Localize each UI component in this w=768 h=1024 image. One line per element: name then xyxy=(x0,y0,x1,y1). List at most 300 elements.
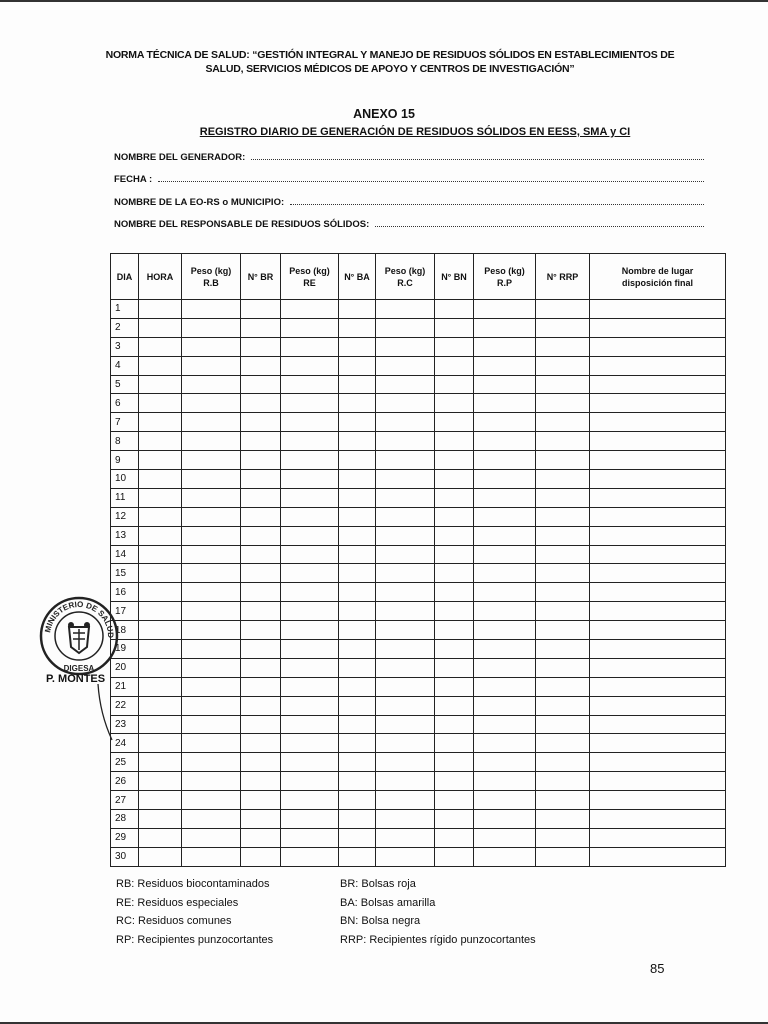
table-cell[interactable] xyxy=(281,734,339,753)
table-cell[interactable] xyxy=(182,432,241,451)
table-cell[interactable] xyxy=(376,318,435,337)
table-cell[interactable] xyxy=(241,507,281,526)
table-cell[interactable] xyxy=(339,488,376,507)
table-cell[interactable] xyxy=(474,300,536,319)
table-cell[interactable] xyxy=(182,413,241,432)
table-cell[interactable] xyxy=(376,545,435,564)
table-cell[interactable] xyxy=(281,432,339,451)
table-cell[interactable] xyxy=(182,394,241,413)
table-cell[interactable] xyxy=(376,470,435,489)
table-cell[interactable] xyxy=(474,810,536,829)
table-cell[interactable] xyxy=(241,640,281,659)
table-cell[interactable] xyxy=(435,621,474,640)
field-generator[interactable] xyxy=(114,149,704,163)
table-cell[interactable] xyxy=(339,413,376,432)
table-cell[interactable] xyxy=(139,300,182,319)
table-cell[interactable] xyxy=(139,526,182,545)
table-cell[interactable] xyxy=(536,451,590,470)
table-cell[interactable] xyxy=(139,810,182,829)
table-cell[interactable] xyxy=(590,715,726,734)
table-cell[interactable] xyxy=(281,545,339,564)
table-cell[interactable] xyxy=(281,583,339,602)
table-cell[interactable] xyxy=(281,828,339,847)
table-cell[interactable] xyxy=(435,394,474,413)
table-cell[interactable] xyxy=(376,564,435,583)
table-cell[interactable] xyxy=(281,564,339,583)
table-cell[interactable] xyxy=(474,677,536,696)
table-cell[interactable] xyxy=(435,451,474,470)
table-cell[interactable] xyxy=(435,583,474,602)
table-cell[interactable] xyxy=(281,621,339,640)
table-cell[interactable] xyxy=(536,734,590,753)
table-cell[interactable] xyxy=(376,526,435,545)
table-cell[interactable] xyxy=(182,621,241,640)
table-cell[interactable] xyxy=(474,356,536,375)
table-cell[interactable] xyxy=(241,356,281,375)
table-cell[interactable] xyxy=(182,356,241,375)
table-cell[interactable] xyxy=(590,375,726,394)
table-cell[interactable] xyxy=(376,696,435,715)
table-cell[interactable] xyxy=(139,337,182,356)
table-cell[interactable] xyxy=(281,375,339,394)
table-cell[interactable] xyxy=(139,318,182,337)
table-cell[interactable] xyxy=(281,677,339,696)
table-cell[interactable] xyxy=(241,753,281,772)
table-cell[interactable] xyxy=(182,658,241,677)
table-cell[interactable] xyxy=(182,810,241,829)
table-cell[interactable] xyxy=(241,432,281,451)
table-cell[interactable] xyxy=(474,470,536,489)
table-cell[interactable] xyxy=(182,791,241,810)
table-cell[interactable] xyxy=(182,545,241,564)
table-cell[interactable] xyxy=(536,394,590,413)
table-cell[interactable] xyxy=(339,791,376,810)
table-cell[interactable] xyxy=(281,810,339,829)
table-cell[interactable] xyxy=(435,715,474,734)
table-cell[interactable] xyxy=(139,564,182,583)
table-cell[interactable] xyxy=(590,526,726,545)
table-cell[interactable] xyxy=(339,753,376,772)
table-cell[interactable] xyxy=(281,526,339,545)
table-cell[interactable] xyxy=(474,375,536,394)
table-cell[interactable] xyxy=(536,300,590,319)
table-cell[interactable] xyxy=(339,375,376,394)
table-cell[interactable] xyxy=(590,772,726,791)
table-cell[interactable] xyxy=(435,677,474,696)
table-cell[interactable] xyxy=(281,470,339,489)
table-cell[interactable] xyxy=(139,394,182,413)
table-cell[interactable] xyxy=(435,356,474,375)
table-cell[interactable] xyxy=(435,300,474,319)
table-cell[interactable] xyxy=(474,337,536,356)
table-cell[interactable] xyxy=(139,753,182,772)
table-cell[interactable] xyxy=(474,791,536,810)
table-cell[interactable] xyxy=(139,583,182,602)
table-cell[interactable] xyxy=(376,621,435,640)
table-cell[interactable] xyxy=(241,375,281,394)
table-cell[interactable] xyxy=(182,526,241,545)
table-cell[interactable] xyxy=(590,337,726,356)
table-cell[interactable] xyxy=(435,640,474,659)
table-cell[interactable] xyxy=(182,451,241,470)
table-cell[interactable] xyxy=(139,715,182,734)
field-eors[interactable] xyxy=(114,194,704,208)
table-cell[interactable] xyxy=(536,753,590,772)
table-cell[interactable] xyxy=(182,677,241,696)
table-cell[interactable] xyxy=(182,828,241,847)
table-cell[interactable] xyxy=(139,432,182,451)
table-cell[interactable] xyxy=(536,375,590,394)
table-cell[interactable] xyxy=(339,356,376,375)
table-cell[interactable] xyxy=(435,337,474,356)
table-cell[interactable] xyxy=(182,564,241,583)
table-cell[interactable] xyxy=(281,772,339,791)
table-cell[interactable] xyxy=(376,337,435,356)
table-cell[interactable] xyxy=(474,432,536,451)
table-cell[interactable] xyxy=(376,753,435,772)
table-cell[interactable] xyxy=(241,828,281,847)
table-cell[interactable] xyxy=(139,621,182,640)
table-cell[interactable] xyxy=(536,564,590,583)
table-cell[interactable] xyxy=(590,734,726,753)
table-cell[interactable] xyxy=(139,413,182,432)
table-cell[interactable] xyxy=(474,564,536,583)
table-cell[interactable] xyxy=(139,772,182,791)
table-cell[interactable] xyxy=(182,640,241,659)
table-cell[interactable] xyxy=(241,791,281,810)
table-cell[interactable] xyxy=(435,847,474,866)
table-cell[interactable] xyxy=(536,413,590,432)
field-date[interactable] xyxy=(114,171,704,185)
table-cell[interactable] xyxy=(339,507,376,526)
table-cell[interactable] xyxy=(536,791,590,810)
table-cell[interactable] xyxy=(590,488,726,507)
table-cell[interactable] xyxy=(435,318,474,337)
table-cell[interactable] xyxy=(281,715,339,734)
table-cell[interactable] xyxy=(139,488,182,507)
table-cell[interactable] xyxy=(182,847,241,866)
table-cell[interactable] xyxy=(474,753,536,772)
table-cell[interactable] xyxy=(281,356,339,375)
table-cell[interactable] xyxy=(182,583,241,602)
table-cell[interactable] xyxy=(536,432,590,451)
table-cell[interactable] xyxy=(536,356,590,375)
table-cell[interactable] xyxy=(182,602,241,621)
table-cell[interactable] xyxy=(376,413,435,432)
table-cell[interactable] xyxy=(435,432,474,451)
table-cell[interactable] xyxy=(376,583,435,602)
table-cell[interactable] xyxy=(536,696,590,715)
table-cell[interactable] xyxy=(590,753,726,772)
table-cell[interactable] xyxy=(536,602,590,621)
table-cell[interactable] xyxy=(182,337,241,356)
table-cell[interactable] xyxy=(281,318,339,337)
table-cell[interactable] xyxy=(281,413,339,432)
table-cell[interactable] xyxy=(339,394,376,413)
table-cell[interactable] xyxy=(590,696,726,715)
table-cell[interactable] xyxy=(376,772,435,791)
table-cell[interactable] xyxy=(241,658,281,677)
table-cell[interactable] xyxy=(281,394,339,413)
table-cell[interactable] xyxy=(182,715,241,734)
table-cell[interactable] xyxy=(435,753,474,772)
table-cell[interactable] xyxy=(536,658,590,677)
table-cell[interactable] xyxy=(435,526,474,545)
table-cell[interactable] xyxy=(339,318,376,337)
table-cell[interactable] xyxy=(281,753,339,772)
table-cell[interactable] xyxy=(241,318,281,337)
table-cell[interactable] xyxy=(536,621,590,640)
table-cell[interactable] xyxy=(339,300,376,319)
table-cell[interactable] xyxy=(139,658,182,677)
table-cell[interactable] xyxy=(536,810,590,829)
table-cell[interactable] xyxy=(182,470,241,489)
table-cell[interactable] xyxy=(376,507,435,526)
table-cell[interactable] xyxy=(241,810,281,829)
table-cell[interactable] xyxy=(339,715,376,734)
table-cell[interactable] xyxy=(376,734,435,753)
table-cell[interactable] xyxy=(474,696,536,715)
table-cell[interactable] xyxy=(474,507,536,526)
table-cell[interactable] xyxy=(474,583,536,602)
table-cell[interactable] xyxy=(182,318,241,337)
table-cell[interactable] xyxy=(339,564,376,583)
table-cell[interactable] xyxy=(536,715,590,734)
table-cell[interactable] xyxy=(536,488,590,507)
table-cell[interactable] xyxy=(139,847,182,866)
table-cell[interactable] xyxy=(435,810,474,829)
table-cell[interactable] xyxy=(474,640,536,659)
table-cell[interactable] xyxy=(435,488,474,507)
table-cell[interactable] xyxy=(474,828,536,847)
table-cell[interactable] xyxy=(241,337,281,356)
table-cell[interactable] xyxy=(339,828,376,847)
table-cell[interactable] xyxy=(339,470,376,489)
table-cell[interactable] xyxy=(281,337,339,356)
table-cell[interactable] xyxy=(474,658,536,677)
table-cell[interactable] xyxy=(139,828,182,847)
table-cell[interactable] xyxy=(241,602,281,621)
table-cell[interactable] xyxy=(536,545,590,564)
table-cell[interactable] xyxy=(474,526,536,545)
table-cell[interactable] xyxy=(435,507,474,526)
table-cell[interactable] xyxy=(590,394,726,413)
table-cell[interactable] xyxy=(376,677,435,696)
table-cell[interactable] xyxy=(281,488,339,507)
table-cell[interactable] xyxy=(435,564,474,583)
table-cell[interactable] xyxy=(241,696,281,715)
table-cell[interactable] xyxy=(536,318,590,337)
table-cell[interactable] xyxy=(474,772,536,791)
table-cell[interactable] xyxy=(281,640,339,659)
table-cell[interactable] xyxy=(474,715,536,734)
table-cell[interactable] xyxy=(182,753,241,772)
table-cell[interactable] xyxy=(241,715,281,734)
table-cell[interactable] xyxy=(139,640,182,659)
table-cell[interactable] xyxy=(339,810,376,829)
table-cell[interactable] xyxy=(339,734,376,753)
table-cell[interactable] xyxy=(376,375,435,394)
table-cell[interactable] xyxy=(590,828,726,847)
table-cell[interactable] xyxy=(435,791,474,810)
table-cell[interactable] xyxy=(241,583,281,602)
table-cell[interactable] xyxy=(435,658,474,677)
table-cell[interactable] xyxy=(474,394,536,413)
table-cell[interactable] xyxy=(339,583,376,602)
table-cell[interactable] xyxy=(435,413,474,432)
table-cell[interactable] xyxy=(536,640,590,659)
table-cell[interactable] xyxy=(590,318,726,337)
table-cell[interactable] xyxy=(536,470,590,489)
table-cell[interactable] xyxy=(536,507,590,526)
table-cell[interactable] xyxy=(339,772,376,791)
field-responsible[interactable] xyxy=(114,216,704,230)
table-cell[interactable] xyxy=(241,545,281,564)
table-cell[interactable] xyxy=(474,413,536,432)
table-cell[interactable] xyxy=(376,847,435,866)
table-cell[interactable] xyxy=(376,300,435,319)
table-cell[interactable] xyxy=(139,791,182,810)
table-cell[interactable] xyxy=(182,507,241,526)
table-cell[interactable] xyxy=(139,734,182,753)
table-cell[interactable] xyxy=(376,791,435,810)
table-cell[interactable] xyxy=(182,488,241,507)
table-cell[interactable] xyxy=(536,772,590,791)
table-cell[interactable] xyxy=(241,564,281,583)
table-cell[interactable] xyxy=(435,772,474,791)
table-cell[interactable] xyxy=(376,356,435,375)
table-cell[interactable] xyxy=(376,810,435,829)
table-cell[interactable] xyxy=(139,356,182,375)
table-cell[interactable] xyxy=(435,602,474,621)
table-cell[interactable] xyxy=(281,847,339,866)
table-cell[interactable] xyxy=(339,621,376,640)
table-cell[interactable] xyxy=(241,526,281,545)
table-cell[interactable] xyxy=(376,828,435,847)
table-cell[interactable] xyxy=(139,677,182,696)
table-cell[interactable] xyxy=(590,451,726,470)
table-cell[interactable] xyxy=(241,413,281,432)
table-cell[interactable] xyxy=(376,432,435,451)
table-cell[interactable] xyxy=(474,451,536,470)
table-cell[interactable] xyxy=(435,375,474,394)
table-cell[interactable] xyxy=(536,828,590,847)
table-cell[interactable] xyxy=(536,583,590,602)
table-cell[interactable] xyxy=(536,847,590,866)
table-cell[interactable] xyxy=(435,828,474,847)
table-cell[interactable] xyxy=(241,847,281,866)
table-cell[interactable] xyxy=(376,640,435,659)
table-cell[interactable] xyxy=(241,470,281,489)
table-cell[interactable] xyxy=(339,526,376,545)
table-cell[interactable] xyxy=(590,432,726,451)
table-cell[interactable] xyxy=(590,583,726,602)
table-cell[interactable] xyxy=(536,337,590,356)
table-cell[interactable] xyxy=(590,602,726,621)
table-cell[interactable] xyxy=(139,451,182,470)
table-cell[interactable] xyxy=(474,847,536,866)
table-cell[interactable] xyxy=(241,677,281,696)
table-cell[interactable] xyxy=(376,488,435,507)
table-cell[interactable] xyxy=(339,658,376,677)
table-cell[interactable] xyxy=(241,488,281,507)
table-cell[interactable] xyxy=(139,696,182,715)
table-cell[interactable] xyxy=(590,621,726,640)
table-cell[interactable] xyxy=(590,507,726,526)
table-cell[interactable] xyxy=(241,621,281,640)
table-cell[interactable] xyxy=(241,451,281,470)
table-cell[interactable] xyxy=(435,470,474,489)
table-cell[interactable] xyxy=(590,677,726,696)
table-cell[interactable] xyxy=(474,602,536,621)
table-cell[interactable] xyxy=(139,375,182,394)
table-cell[interactable] xyxy=(182,734,241,753)
table-cell[interactable] xyxy=(590,413,726,432)
table-cell[interactable] xyxy=(590,847,726,866)
table-cell[interactable] xyxy=(590,658,726,677)
table-cell[interactable] xyxy=(182,772,241,791)
table-cell[interactable] xyxy=(139,470,182,489)
table-cell[interactable] xyxy=(339,602,376,621)
table-cell[interactable] xyxy=(281,507,339,526)
table-cell[interactable] xyxy=(281,300,339,319)
table-cell[interactable] xyxy=(376,451,435,470)
table-cell[interactable] xyxy=(339,640,376,659)
table-cell[interactable] xyxy=(474,621,536,640)
table-cell[interactable] xyxy=(435,545,474,564)
table-cell[interactable] xyxy=(281,791,339,810)
table-cell[interactable] xyxy=(590,791,726,810)
table-cell[interactable] xyxy=(241,772,281,791)
table-cell[interactable] xyxy=(590,470,726,489)
table-cell[interactable] xyxy=(281,658,339,677)
table-cell[interactable] xyxy=(474,318,536,337)
table-cell[interactable] xyxy=(241,394,281,413)
table-cell[interactable] xyxy=(536,526,590,545)
table-cell[interactable] xyxy=(182,375,241,394)
table-cell[interactable] xyxy=(139,507,182,526)
table-cell[interactable] xyxy=(139,545,182,564)
table-cell[interactable] xyxy=(241,734,281,753)
table-cell[interactable] xyxy=(281,696,339,715)
table-cell[interactable] xyxy=(474,488,536,507)
table-cell[interactable] xyxy=(590,810,726,829)
table-cell[interactable] xyxy=(339,337,376,356)
table-cell[interactable] xyxy=(182,696,241,715)
table-cell[interactable] xyxy=(339,677,376,696)
table-cell[interactable] xyxy=(339,432,376,451)
table-cell[interactable] xyxy=(590,356,726,375)
table-cell[interactable] xyxy=(281,451,339,470)
table-cell[interactable] xyxy=(435,696,474,715)
table-cell[interactable] xyxy=(241,300,281,319)
table-cell[interactable] xyxy=(376,602,435,621)
table-cell[interactable] xyxy=(590,545,726,564)
table-cell[interactable] xyxy=(139,602,182,621)
table-cell[interactable] xyxy=(474,734,536,753)
table-cell[interactable] xyxy=(376,715,435,734)
table-cell[interactable] xyxy=(339,847,376,866)
table-cell[interactable] xyxy=(376,394,435,413)
table-cell[interactable] xyxy=(536,677,590,696)
table-cell[interactable] xyxy=(339,545,376,564)
table-cell[interactable] xyxy=(474,545,536,564)
table-cell[interactable] xyxy=(590,300,726,319)
table-cell[interactable] xyxy=(182,300,241,319)
table-cell[interactable] xyxy=(339,451,376,470)
table-cell[interactable] xyxy=(339,696,376,715)
table-cell[interactable] xyxy=(590,640,726,659)
